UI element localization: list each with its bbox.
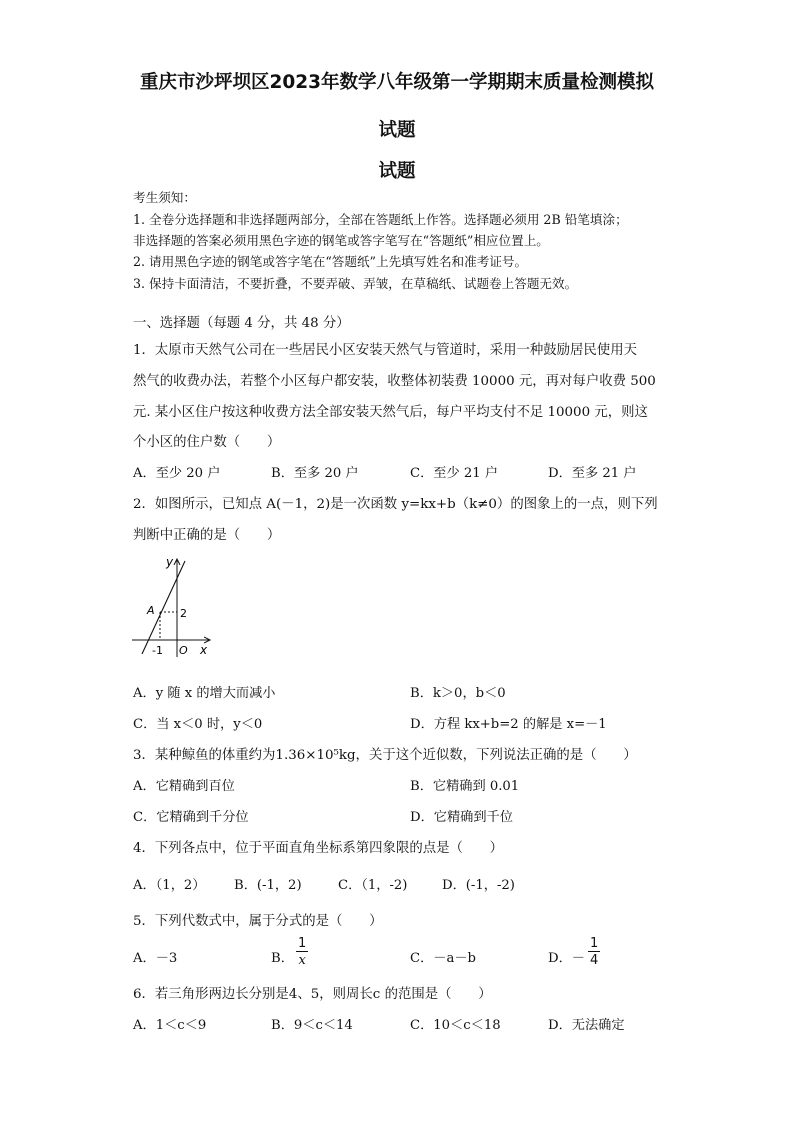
question-3-option-a[interactable]: A．它精确到百位 xyxy=(133,779,235,794)
question-6-option-c[interactable]: C．10＜c＜18 xyxy=(410,1018,501,1033)
question-2-option-a[interactable]: A．y 随 x 的增大而减小 xyxy=(133,686,276,701)
notice-heading: 考生须知： xyxy=(133,190,196,205)
question-5-option-a[interactable]: A．－3 xyxy=(133,951,178,966)
question-2-text: 2．如图所示，已知点 A(－1，2)是一次函数 y=kx+b（k≠0）的图象上的一点，则下列 xyxy=(133,497,658,512)
question-1-text: 个小区的住户数（ ） xyxy=(133,435,281,450)
question-6-option-d[interactable]: D．无法确定 xyxy=(548,1018,625,1033)
notice-item: 1. 全卷分选择题和非选择题两部分，全部在答题纸上作答。选择题必须用 2B 铅笔填涂； xyxy=(133,212,628,227)
question-1-option-b[interactable]: B．至多 20 户 xyxy=(271,466,359,481)
fraction-denominator: x xyxy=(298,953,306,968)
linear-function-graph xyxy=(128,553,218,663)
question-4-text: 4．下列各点中，位于平面直角坐标系第四象限的点是（ ） xyxy=(133,841,504,856)
origin-label: O xyxy=(179,644,188,657)
question-5-text: 5．下列代数式中，属于分式的是（ ） xyxy=(133,914,383,929)
question-6-option-a[interactable]: A．1＜c＜9 xyxy=(133,1018,207,1033)
question-1-text: 1．太原市天然气公司在一些居民小区安装天然气与管道时，采用一种鼓励居民使用天 xyxy=(133,343,637,358)
y-tick-label: 2 xyxy=(180,607,187,620)
question-6-text: 6．若三角形两边长分别是4、5，则周长c 的范围是（ ） xyxy=(133,987,492,1002)
question-3-option-d[interactable]: D．它精确到千位 xyxy=(410,810,513,825)
option-b-prefix: B． xyxy=(271,951,294,966)
option-d-prefix: D．－ xyxy=(548,951,585,966)
notice-item: 3. 保持卡面清洁，不要折叠，不要弄破、弄皱，在草稿纸、试题卷上答题无效。 xyxy=(133,276,578,291)
question-1-option-c[interactable]: C．至少 21 户 xyxy=(410,466,499,481)
exam-title: 重庆市沙坪坝区2023年数学八年级第一学期期末质量检测模拟 xyxy=(140,72,654,93)
exam-subtitle: 试题 xyxy=(378,161,416,182)
notice-item: 2. 请用黑色字迹的钢笔或答字笔在“答题纸”上先填写姓名和准考证号。 xyxy=(133,254,528,269)
question-3-text: 3．某种鲸鱼的体重约为1.36×10⁵kg，关于这个近似数，下列说法正确的是（ ） xyxy=(133,748,637,763)
question-5-option-c[interactable]: C．－a－b xyxy=(410,951,476,966)
question-1-option-d[interactable]: D．至多 21 户 xyxy=(548,466,637,481)
question-6-option-b[interactable]: B．9＜c＜14 xyxy=(271,1018,353,1033)
fraction-denominator: 4 xyxy=(590,953,599,968)
section-title: 一、选择题（每题 4 分，共 48 分） xyxy=(133,316,350,331)
question-5-option-d[interactable] xyxy=(548,947,585,966)
fraction-numerator: 1 xyxy=(590,936,599,951)
y-axis-label: y xyxy=(166,555,174,569)
exam-title-cont: 试题 xyxy=(378,120,416,141)
question-1-option-a[interactable]: A．至少 20 户 xyxy=(133,466,221,481)
question-4-option-c[interactable]: C．（1，-2) xyxy=(338,878,408,893)
question-2-text: 判断中正确的是（ ） xyxy=(133,528,281,543)
point-a-label: A xyxy=(147,604,155,617)
fraction-numerator: 1 xyxy=(298,936,307,951)
notice-item: 非选择题的答案必须用黑色字迹的钢笔或答字笔写在“答题纸”相应位置上。 xyxy=(133,233,549,248)
x-axis-label: x xyxy=(200,643,208,657)
fraction-one-over-four xyxy=(588,937,600,967)
question-2-option-d[interactable]: D．方程 kx+b=2 的解是 x=－1 xyxy=(410,717,607,732)
question-4-option-b[interactable]: B．(-1，2) xyxy=(234,878,302,893)
question-4-option-d[interactable]: D．(-1，-2) xyxy=(442,878,515,893)
question-2-option-b[interactable]: B．k＞0，b＜0 xyxy=(410,686,506,701)
question-4-option-a[interactable]: A．（1，2） xyxy=(133,878,206,893)
fraction-one-over-x xyxy=(296,937,308,967)
question-1-text: 元. 某小区住户按这种收费方法全部安装天然气后，每户平均支付不足 10000 元，则这 xyxy=(133,405,648,420)
question-3-option-c[interactable]: C．它精确到千分位 xyxy=(133,810,249,825)
question-2-option-c[interactable]: C．当 x＜0 时，y＜0 xyxy=(133,717,263,732)
question-5-option-b[interactable] xyxy=(271,947,294,966)
x-tick-label: -1 xyxy=(152,644,163,657)
question-3-option-b[interactable]: B．它精确到 0.01 xyxy=(410,779,520,794)
question-1-text: 然气的收费办法，若整个小区每户都安装，收整体初装费 10000 元，再对每户收费 500 xyxy=(133,374,656,389)
